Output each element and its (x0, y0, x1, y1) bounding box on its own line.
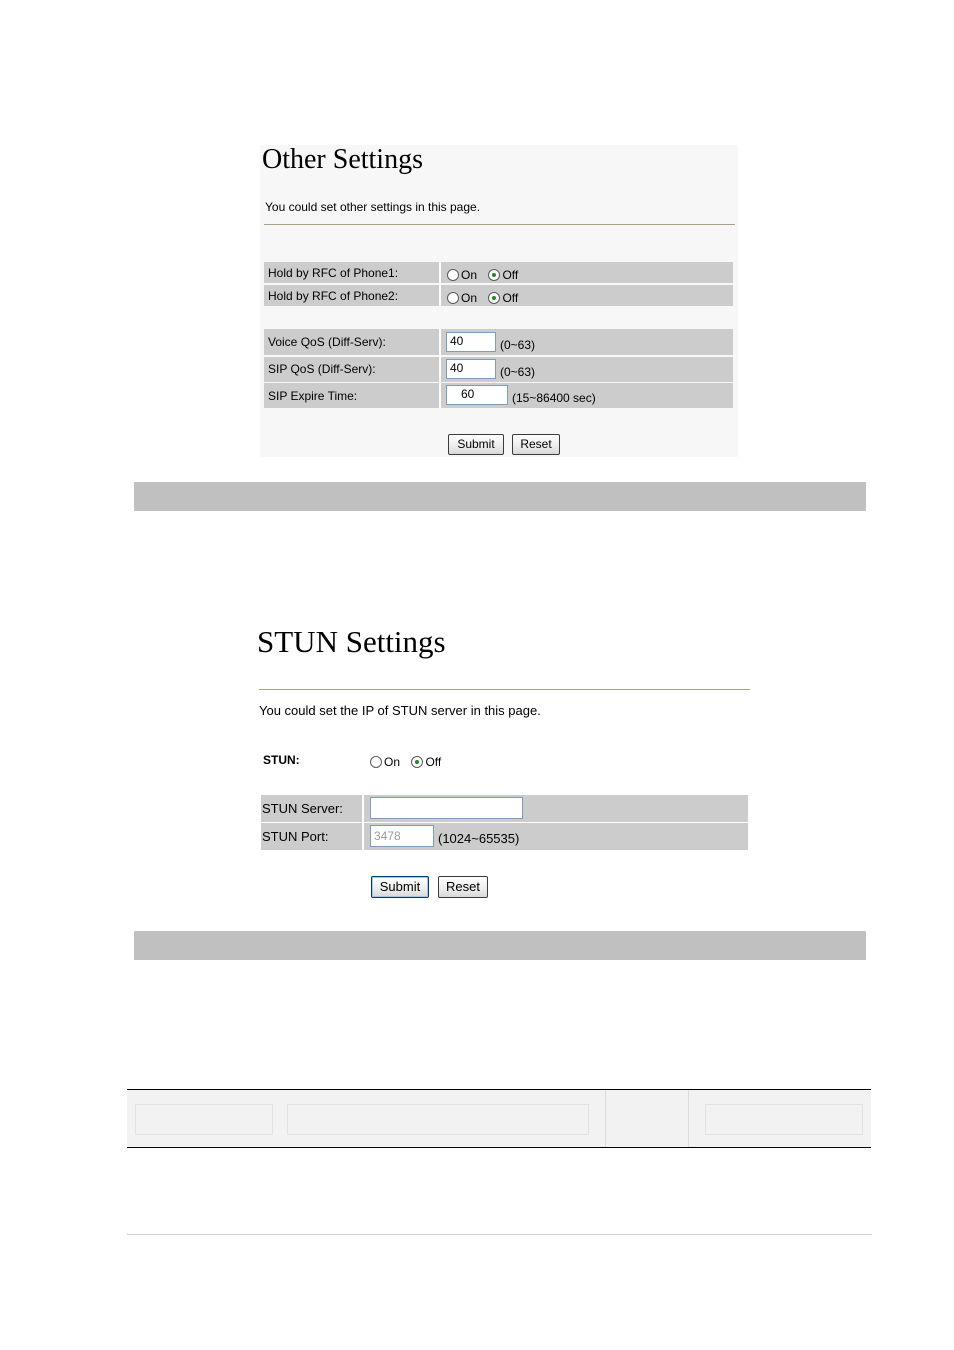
divider (264, 224, 735, 225)
hold-phone1-label: Hold by RFC of Phone1: (268, 266, 399, 280)
divider (362, 795, 364, 822)
stun-toggle-label: STUN: (263, 753, 300, 767)
divider (439, 383, 441, 408)
voice-qos-input[interactable]: 40 (446, 332, 496, 352)
footer-cell (135, 1104, 273, 1135)
divider (259, 689, 750, 690)
section-bar (134, 482, 866, 511)
other-settings-title: Other Settings (262, 144, 423, 175)
stun-server-label: STUN Server: (262, 801, 343, 816)
hold-phone2-radio-group (447, 289, 525, 307)
hold-phone1-radio-group (447, 266, 525, 284)
stun-port-input[interactable]: 3478 (370, 825, 434, 847)
stun-settings-description: You could set the IP of STUN server in this page. (259, 703, 541, 718)
submit-button[interactable]: Submit (448, 434, 504, 455)
stun-reset-button[interactable]: Reset (438, 876, 488, 898)
footer-cell (287, 1104, 589, 1135)
divider (362, 823, 364, 850)
section-bar (134, 931, 866, 960)
footer-table (127, 1089, 871, 1148)
other-settings-description: You could set other settings in this page. (265, 200, 481, 214)
radio-label-off: Off (425, 754, 442, 769)
radio-label-off: Off (502, 290, 519, 305)
hold-phone1-on-radio[interactable] (447, 269, 459, 281)
hold-phone2-off-radio[interactable] (488, 292, 500, 304)
stun-on-radio[interactable] (370, 756, 382, 768)
stun-settings-title: STUN Settings (257, 624, 446, 659)
footer-cell (705, 1104, 863, 1135)
stun-submit-button[interactable]: Submit (371, 876, 429, 898)
divider (439, 329, 441, 355)
sip-qos-input[interactable]: 40 (446, 359, 496, 379)
hold-phone2-on-radio[interactable] (447, 292, 459, 304)
radio-label-on: On (461, 267, 478, 282)
sip-qos-range: (0~63) (500, 365, 536, 379)
divider (439, 357, 441, 382)
stun-radio-group (370, 753, 448, 771)
hold-phone2-label: Hold by RFC of Phone2: (268, 289, 399, 303)
divider (605, 1090, 606, 1147)
reset-button[interactable]: Reset (512, 434, 560, 455)
sip-expire-range: (15~86400 sec) (512, 391, 596, 405)
divider (439, 262, 441, 283)
stun-port-label: STUN Port: (262, 829, 329, 844)
radio-label-off: Off (502, 267, 519, 282)
voice-qos-range: (0~63) (500, 338, 536, 352)
sip-expire-label: SIP Expire Time: (268, 389, 358, 403)
sip-qos-label: SIP QoS (Diff-Serv): (268, 362, 376, 376)
radio-label-on: On (461, 290, 478, 305)
voice-qos-label: Voice QoS (Diff-Serv): (268, 335, 386, 349)
hold-phone1-off-radio[interactable] (488, 269, 500, 281)
divider (688, 1090, 689, 1147)
radio-label-on: On (384, 754, 401, 769)
sip-expire-input[interactable]: 60 (446, 385, 508, 405)
stun-server-input[interactable] (370, 797, 523, 819)
divider (127, 1234, 872, 1235)
divider (439, 285, 441, 306)
stun-off-radio[interactable] (411, 756, 423, 768)
stun-port-range: (1024~65535) (438, 831, 520, 846)
